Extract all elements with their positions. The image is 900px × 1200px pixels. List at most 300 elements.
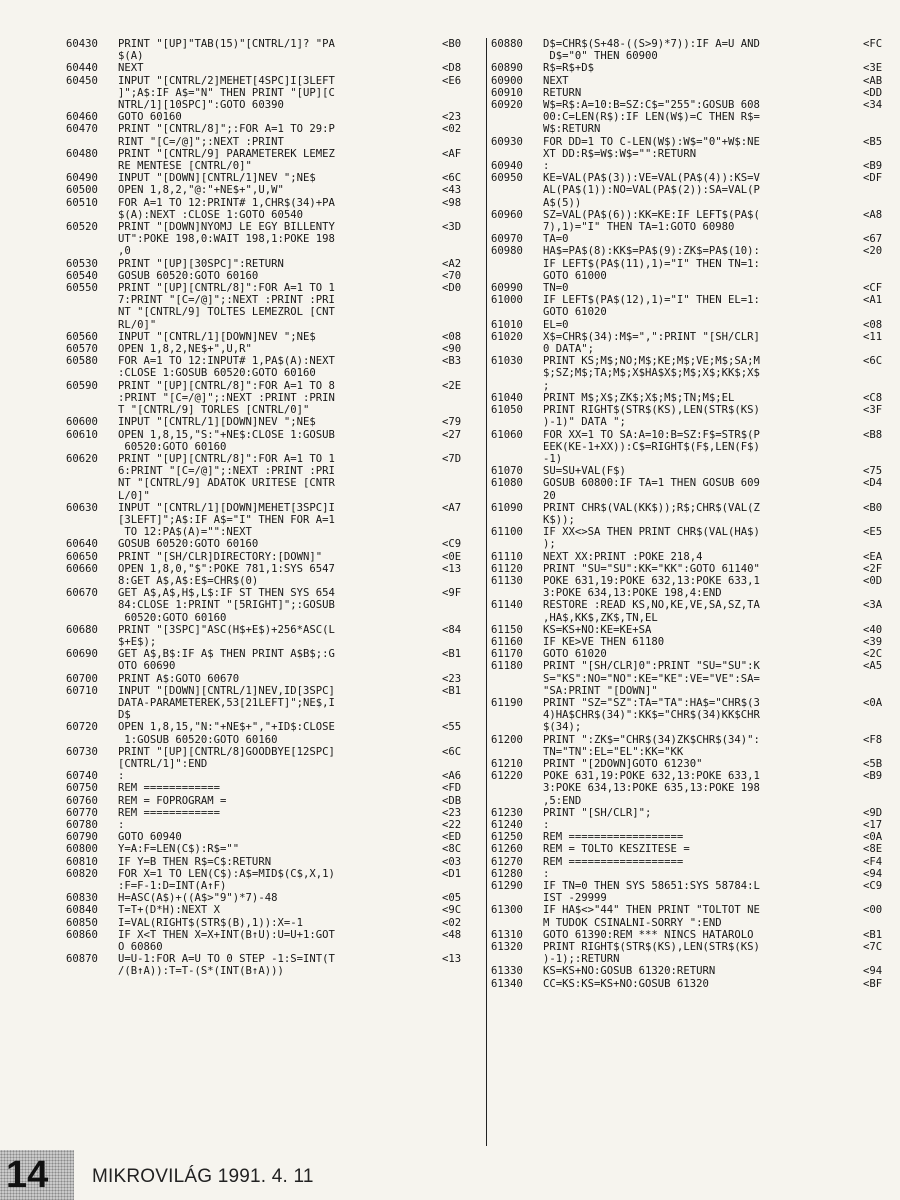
line-number xyxy=(66,99,118,111)
code-line xyxy=(491,136,897,148)
checksum xyxy=(442,514,476,526)
line-number: 61180 xyxy=(491,660,523,673)
code-text: KS=KS+NO:GOSUB 61320:RETURN xyxy=(543,965,716,978)
line-number: 60680 xyxy=(66,623,98,636)
checksum xyxy=(442,734,476,746)
code-text: KE=VAL(PA$(3)):VE=VAL(PA$(4)):KS=V xyxy=(543,172,760,185)
code-line xyxy=(66,245,476,257)
line-number: 60850 xyxy=(66,916,98,929)
code-text: TA=0 xyxy=(543,233,569,246)
line-number xyxy=(66,575,118,587)
checksum xyxy=(863,490,897,502)
checksum xyxy=(863,782,897,794)
line-number xyxy=(66,636,118,648)
code-text: GET A$,B$:IF A$ THEN PRINT A$B$;:G xyxy=(118,648,335,661)
code-line xyxy=(491,429,897,441)
code-text: REM = TOLTO KESZITESE = xyxy=(543,843,690,856)
page-number-box xyxy=(0,1150,74,1200)
line-number xyxy=(66,233,118,245)
checksum xyxy=(442,636,476,648)
line-number xyxy=(491,892,543,904)
checksum xyxy=(863,953,897,965)
line-number: 60790 xyxy=(66,831,98,844)
line-number: 60590 xyxy=(66,379,98,392)
line-number: 60980 xyxy=(491,245,523,258)
code-line xyxy=(66,502,476,514)
checksum: <9C xyxy=(442,904,462,917)
checksum xyxy=(442,880,476,892)
line-number xyxy=(66,709,118,721)
checksum: <08 xyxy=(863,318,883,331)
code-text: EEK(KE-1+XX)):C$=RIGHT$(F$,LEN(F$) xyxy=(543,440,760,453)
checksum: <3D xyxy=(442,221,462,234)
code-text: NEXT xyxy=(118,62,144,75)
code-line xyxy=(491,355,897,367)
code-line xyxy=(491,953,897,965)
code-line xyxy=(491,209,897,221)
code-text: 6:PRINT "[C=/@]";:NEXT :PRINT :PRI xyxy=(118,465,335,478)
code-text: REM = FOPROGRAM = xyxy=(118,794,227,807)
code-line xyxy=(491,38,897,50)
code-text: R$=R$+D$ xyxy=(543,62,595,75)
checksum xyxy=(442,941,476,953)
checksum: <3F xyxy=(863,404,883,417)
line-number: 60520 xyxy=(66,221,98,234)
code-text: 3:POKE 634,13:POKE 198,4:END xyxy=(543,587,722,600)
line-number: 60740 xyxy=(66,770,98,783)
checksum: <ED xyxy=(442,831,462,844)
line-number: 60550 xyxy=(66,282,98,295)
code-text: 7),1)="I" THEN TA=1:GOTO 60980 xyxy=(543,221,735,234)
checksum: <B8 xyxy=(863,428,883,441)
code-line xyxy=(491,624,897,636)
line-number: 61060 xyxy=(491,428,523,441)
line-number: 61110 xyxy=(491,550,523,563)
checksum: <55 xyxy=(442,721,462,734)
line-number: 60820 xyxy=(66,867,98,880)
code-line xyxy=(66,514,476,526)
line-number xyxy=(491,221,543,233)
code-text: UT":POKE 198,0:WAIT 198,1:POKE 198 xyxy=(118,233,335,246)
code-text: H=ASC(A$)+((A$>"9")*7)-48 xyxy=(118,892,278,905)
code-text: IF HA$<>"44" THEN PRINT "TOLTOT NE xyxy=(543,904,760,917)
line-number: 61040 xyxy=(491,391,523,404)
code-text: CC=KS:KS=KS+NO:GOSUB 61320 xyxy=(543,977,709,990)
code-line xyxy=(491,880,897,892)
line-number xyxy=(66,294,118,306)
checksum: <9F xyxy=(442,587,462,600)
checksum xyxy=(442,465,476,477)
code-line xyxy=(66,941,476,953)
checksum: <D8 xyxy=(442,62,462,75)
checksum xyxy=(442,441,476,453)
code-line xyxy=(66,697,476,709)
code-text: REM ================== xyxy=(543,831,684,844)
code-text: ,5:END xyxy=(543,794,582,807)
line-number: 60500 xyxy=(66,184,98,197)
code-text: INPUT "[DOWN][CNTRL/1]NEV ";NE$ xyxy=(118,172,316,185)
checksum xyxy=(863,441,897,453)
code-text: GET A$,A$,H$,L$:IF ST THEN SYS 654 xyxy=(118,587,335,600)
line-number xyxy=(491,612,543,624)
code-line xyxy=(491,331,897,343)
line-number: 60710 xyxy=(66,684,98,697)
checksum: <2C xyxy=(863,648,883,661)
line-number: 60730 xyxy=(66,745,98,758)
code-line xyxy=(66,392,476,404)
code-line xyxy=(66,319,476,331)
line-number: 61020 xyxy=(491,330,523,343)
code-line xyxy=(66,50,476,62)
code-text: DATA-PARAMETEREK,53[21LEFT]";NE$,I xyxy=(118,696,335,709)
code-text: $;SZ;M$;TA;M$;X$HA$X$;M$;X$;KK$;X$ xyxy=(543,367,760,380)
code-text: IF LEFT$(PA$(12),1)="I" THEN EL=1: xyxy=(543,294,760,307)
code-line xyxy=(66,965,476,977)
code-text: PRINT M$;X$;ZK$;X$;M$;TN;M$;EL xyxy=(543,391,735,404)
code-text: FOR A=1 TO 12:PRINT# 1,CHR$(34)+PA xyxy=(118,196,335,209)
code-text: PRINT "[SH/CLR]0":PRINT "SU="SU":K xyxy=(543,660,760,673)
code-line xyxy=(66,917,476,929)
code-line xyxy=(66,209,476,221)
code-line xyxy=(66,429,476,441)
checksum: <39 xyxy=(863,635,883,648)
line-number: 60660 xyxy=(66,562,98,575)
code-line xyxy=(66,819,476,831)
code-text: TN=0 xyxy=(543,282,569,295)
checksum: <0D xyxy=(863,574,883,587)
code-line xyxy=(66,685,476,697)
code-line xyxy=(66,538,476,550)
line-number xyxy=(491,490,543,502)
line-number: 60990 xyxy=(491,282,523,295)
code-text: OPEN 1,8,15,"N:"+NE$+","+ID$:CLOSE xyxy=(118,721,335,734)
code-line xyxy=(491,75,897,87)
checksum xyxy=(442,392,476,404)
code-text: INPUT "[CNTRL/1][DOWN]NEV ";NE$ xyxy=(118,416,316,429)
line-number xyxy=(66,490,118,502)
code-line xyxy=(491,660,897,672)
checksum: <70 xyxy=(442,269,462,282)
checksum: <79 xyxy=(442,416,462,429)
checksum xyxy=(442,697,476,709)
checksum: <22 xyxy=(442,819,462,831)
line-number xyxy=(66,209,118,221)
line-number xyxy=(491,258,543,270)
code-line xyxy=(66,563,476,575)
checksum xyxy=(863,270,897,282)
checksum: <E6 xyxy=(442,74,462,87)
code-text: RETURN xyxy=(543,86,582,99)
checksum: <0A xyxy=(863,831,883,844)
code-line xyxy=(491,551,897,563)
line-number: 60700 xyxy=(66,672,98,685)
checksum: <6C xyxy=(442,172,462,185)
line-number: 60920 xyxy=(491,99,523,112)
code-line xyxy=(491,514,897,526)
line-number: 60670 xyxy=(66,587,98,600)
code-line xyxy=(66,123,476,135)
checksum: <40 xyxy=(863,623,883,636)
code-text: GOSUB 60520:GOTO 60160 xyxy=(118,269,259,282)
code-text: X$=CHR$(34):M$=",":PRINT "[SH/CLR] xyxy=(543,330,760,343)
line-number: 61030 xyxy=(491,355,523,368)
code-line xyxy=(66,831,476,843)
line-number: 61070 xyxy=(491,465,523,478)
code-line xyxy=(491,734,897,746)
line-number xyxy=(491,673,543,685)
checksum: <A8 xyxy=(863,208,883,221)
code-line xyxy=(491,599,897,611)
checksum: <90 xyxy=(442,343,462,356)
line-number xyxy=(491,50,543,62)
code-line xyxy=(491,306,897,318)
code-text: PRINT "SU="SU":KK="KK":GOTO 61140" xyxy=(543,562,760,575)
code-line xyxy=(66,953,476,965)
checksum: <13 xyxy=(442,953,462,966)
code-text: [CNTRL/1]":END xyxy=(118,757,208,770)
code-line xyxy=(491,282,897,294)
code-text: IF KE>VE THEN 61180 xyxy=(543,635,665,648)
line-number xyxy=(491,380,543,392)
code-text: PRINT CHR$(VAL(KK$));R$;CHR$(VAL(Z xyxy=(543,501,760,514)
checksum xyxy=(863,197,897,209)
checksum xyxy=(442,50,476,62)
code-line xyxy=(491,99,897,111)
code-text: Y=A:F=LEN(C$):R$="" xyxy=(118,843,240,856)
code-text: TN="TN":EL="EL":KK="KK xyxy=(543,745,684,758)
checksum: <3E xyxy=(863,62,883,75)
line-number xyxy=(66,612,118,624)
line-number: 61290 xyxy=(491,880,523,893)
code-line xyxy=(66,270,476,282)
line-number: 60460 xyxy=(66,111,98,124)
checksum: <D0 xyxy=(442,282,462,295)
code-line xyxy=(66,355,476,367)
code-text: PRINT "[UP][CNTRL/8]":FOR A=1 TO 1 xyxy=(118,282,335,295)
checksum: <48 xyxy=(442,928,462,941)
code-line xyxy=(66,575,476,587)
page-footer xyxy=(0,1150,900,1200)
code-line xyxy=(491,123,897,135)
line-number xyxy=(66,441,118,453)
code-text: K$)); xyxy=(543,513,575,526)
code-text: 8:GET A$,A$:E$=CHR$(0) xyxy=(118,574,259,587)
line-number: 61260 xyxy=(491,843,523,856)
code-line xyxy=(66,233,476,245)
code-line xyxy=(66,306,476,318)
code-text: XT DD:R$=W$:W$="":RETURN xyxy=(543,147,697,160)
code-text: :PRINT "[C=/@]";:NEXT :PRINT :PRIN xyxy=(118,391,335,404)
checksum xyxy=(863,306,897,318)
line-number: 61140 xyxy=(491,599,523,612)
checksum: <E5 xyxy=(863,526,883,539)
line-number xyxy=(66,160,118,172)
code-text: : xyxy=(543,160,550,173)
code-line xyxy=(491,892,897,904)
code-text: IF LEFT$(PA$(11),1)="I" THEN TN=1: xyxy=(543,257,760,270)
checksum xyxy=(442,245,476,257)
line-number: 61200 xyxy=(491,733,523,746)
line-number: 60760 xyxy=(66,794,98,807)
code-line xyxy=(66,62,476,74)
code-text: HA$=PA$(8):KK$=PA$(9):ZK$=PA$(10): xyxy=(543,245,760,258)
line-number xyxy=(66,734,118,746)
line-number xyxy=(491,441,543,453)
code-text: :F=F-1:D=INT(A↑F) xyxy=(118,880,227,893)
checksum: <AB xyxy=(863,74,883,87)
code-line xyxy=(491,87,897,99)
code-line xyxy=(66,172,476,184)
code-line xyxy=(66,160,476,172)
code-text: 3:POKE 634,13:POKE 635,13:POKE 198 xyxy=(543,782,760,795)
code-line xyxy=(66,343,476,355)
code-text: REM ============ xyxy=(118,782,221,795)
code-line xyxy=(66,441,476,453)
code-line xyxy=(66,770,476,782)
checksum: <A5 xyxy=(863,660,883,673)
checksum: <8C xyxy=(442,843,462,856)
code-line xyxy=(491,380,897,392)
checksum: <C9 xyxy=(863,880,883,893)
checksum xyxy=(442,233,476,245)
code-line xyxy=(491,965,897,977)
checksum: <B3 xyxy=(442,355,462,368)
line-number xyxy=(66,367,118,379)
code-text: FOR A=1 TO 12:INPUT# 1,PA$(A):NEXT xyxy=(118,355,335,368)
checksum: <A7 xyxy=(442,501,462,514)
code-line xyxy=(491,221,897,233)
code-text: $(34); xyxy=(543,721,582,734)
code-line xyxy=(491,404,897,416)
line-number xyxy=(66,965,118,977)
line-number xyxy=(491,746,543,758)
checksum xyxy=(863,343,897,355)
code-text: PRINT "[UP]"TAB(15)"[CNTRL/1]? "PA xyxy=(118,38,335,50)
checksum: <23 xyxy=(442,672,462,685)
checksum xyxy=(863,612,897,624)
line-number: 60510 xyxy=(66,196,98,209)
code-line xyxy=(491,807,897,819)
code-line xyxy=(491,758,897,770)
line-number: 60800 xyxy=(66,843,98,856)
code-text: RINT "[C=/@]";:NEXT :PRINT xyxy=(118,135,284,148)
code-line xyxy=(66,75,476,87)
line-number: 61310 xyxy=(491,928,523,941)
code-text: W$:RETURN xyxy=(543,123,601,136)
code-line xyxy=(66,892,476,904)
checksum xyxy=(442,136,476,148)
line-number xyxy=(491,270,543,282)
line-number xyxy=(66,514,118,526)
checksum xyxy=(863,538,897,550)
line-number xyxy=(491,685,543,697)
code-line xyxy=(491,453,897,465)
code-text: RL/0]" xyxy=(118,318,157,331)
code-line xyxy=(491,721,897,733)
code-line xyxy=(491,441,897,453)
line-number: 61220 xyxy=(491,770,523,783)
code-line xyxy=(491,270,897,282)
checksum: <9D xyxy=(863,806,883,819)
line-number xyxy=(66,660,118,672)
checksum xyxy=(442,709,476,721)
checksum: <13 xyxy=(442,562,462,575)
line-number: 61080 xyxy=(491,477,523,490)
checksum: <34 xyxy=(863,99,883,112)
code-text: PRINT "[2DOWN]GOTO 61230" xyxy=(543,757,703,770)
code-text: "SA:PRINT "[DOWN]" xyxy=(543,684,658,697)
line-number: 60940 xyxy=(491,160,523,173)
checksum xyxy=(442,612,476,624)
checksum: <5B xyxy=(863,757,883,770)
line-number: 60490 xyxy=(66,172,98,185)
line-number xyxy=(491,953,543,965)
code-text: NT "[CNTRL/9] TOLTES LEMEZROL [CNT xyxy=(118,306,335,319)
code-text: : xyxy=(543,867,550,880)
code-text: IF XX<>SA THEN PRINT CHR$(VAL(HA$) xyxy=(543,526,760,539)
checksum: <7C xyxy=(863,941,883,954)
checksum xyxy=(863,221,897,233)
code-line xyxy=(491,868,897,880)
code-text: S="KS":NO="NO":KE="KE":VE="VE":SA= xyxy=(543,672,760,685)
code-line xyxy=(491,917,897,929)
checksum: <0E xyxy=(442,550,462,563)
code-text: 1:GOSUB 60520:GOTO 60160 xyxy=(118,733,278,746)
checksum: <11 xyxy=(863,330,883,343)
checksum: <F4 xyxy=(863,855,883,868)
code-text: PRINT "[CNTRL/8]";:FOR A=1 TO 29:P xyxy=(118,123,335,136)
line-number: 60640 xyxy=(66,538,98,551)
code-line xyxy=(66,721,476,733)
line-number xyxy=(66,136,118,148)
line-number: 60430 xyxy=(66,38,98,50)
code-text: $+E$); xyxy=(118,635,157,648)
line-number xyxy=(491,917,543,929)
checksum: <00 xyxy=(863,904,883,917)
code-text: ,0 xyxy=(118,245,131,258)
checksum: <23 xyxy=(442,806,462,819)
line-number: 60910 xyxy=(491,86,523,99)
code-line xyxy=(66,587,476,599)
checksum: <05 xyxy=(442,892,462,905)
code-line xyxy=(491,648,897,660)
code-line xyxy=(66,331,476,343)
line-number xyxy=(66,526,118,538)
checksum xyxy=(863,721,897,733)
line-number: 61120 xyxy=(491,562,523,575)
code-text: M TUDOK CSINALNI-SORRY ":END xyxy=(543,916,722,929)
code-line xyxy=(66,87,476,99)
checksum xyxy=(442,367,476,379)
code-text: D$ xyxy=(118,709,131,722)
checksum xyxy=(442,209,476,221)
checksum: <DF xyxy=(863,172,883,185)
code-text: NEXT xyxy=(543,74,569,87)
line-number: 61330 xyxy=(491,965,523,978)
checksum xyxy=(442,758,476,770)
code-line xyxy=(66,758,476,770)
line-number: 61280 xyxy=(491,867,523,880)
line-number xyxy=(491,197,543,209)
code-text: FOR X=1 TO LEN(C$):A$=MID$(C$,X,1) xyxy=(118,867,335,880)
code-text: AL(PA$(1)):NO=VAL(PA$(2)):SA=VAL(P xyxy=(543,184,760,197)
line-number xyxy=(491,538,543,550)
line-number xyxy=(66,319,118,331)
code-line xyxy=(66,282,476,294)
checksum: <B9 xyxy=(863,160,883,173)
checksum xyxy=(442,319,476,331)
code-text: NT "[CNTRL/9] ADATOK URITESE [CNTR xyxy=(118,477,335,490)
